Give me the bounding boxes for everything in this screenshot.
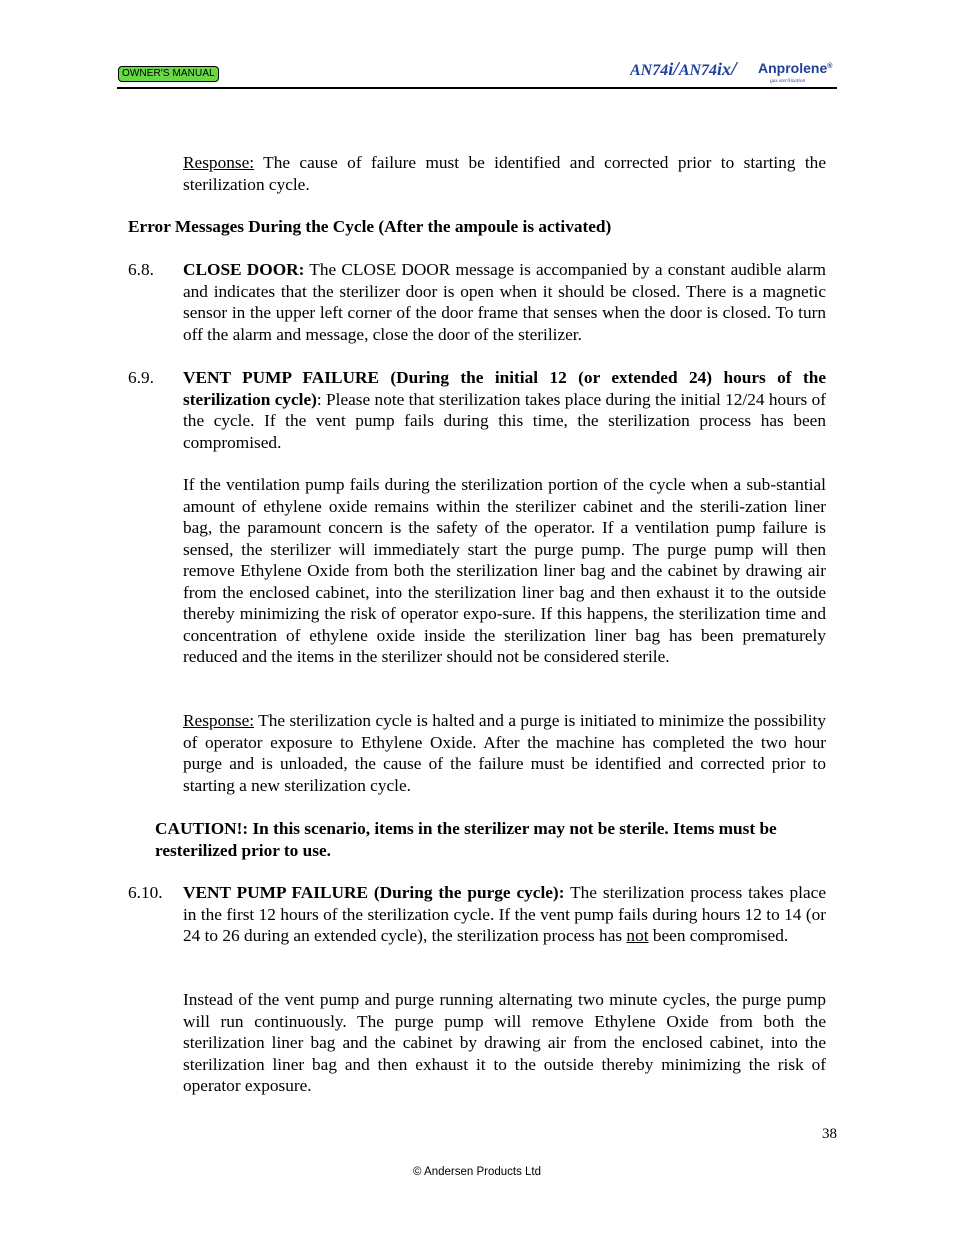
owners-manual-badge: OWNER'S MANUAL: [118, 66, 219, 82]
item-6-10-title: VENT PUMP FAILURE (During the purge cycle):: [183, 883, 565, 902]
item-6-10-paragraph: [183, 882, 826, 947]
item-6-9-response-paragraph: [183, 710, 826, 796]
response-text: The sterilization cycle is halted and a purge is initiated to minimize the possibility of operator exposure to Ethylene Oxide. After the machine has completed the two hour purge and is unloaded, the cause of the failure must be identified and corrected prior to starting a new sterilization cycle.: [183, 711, 826, 795]
item-6-10-text: The sterilization process takes place in the first 12 hours of the sterilization cycle. If the vent pump fails during hours 12 to 14 (or 24 to 26 during an extended cycle), the sterilization process has: [183, 883, 826, 945]
product-logo: [630, 56, 835, 86]
item-number-6-8: 6.8.: [128, 260, 154, 279]
section-heading: Error Messages During the Cycle (After the ampoule is activated): [128, 217, 612, 236]
response-text: The cause of failure must be identified and corrected prior to starting the sterilization cycle.: [183, 153, 826, 194]
item-6-9-detail-paragraph: If the ventilation pump fails during the sterilization portion of the cycle when a sub-stantial amount of ethylene oxide remains within the sterilizer cabinet and the sterili-zation liner bag, the paramount concern is the safety of the operator. If a ventilation pump failure is sensed, the sterilizer will immediately start the purge pump. The purge pump will then remove Ethylene Oxide from both the sterilization liner bag and the cabinet by drawing air from the enclosed cabinet, into the sterilization liner bag and then exhaust it to the outside thereby minimizing the risk of operator expo-sure. If this happens, the sterilization time and concentration of ethylene oxide inside the sterilization liner bag has been prematurely reduced and the items in the sterilizer should not be considered sterile.: [183, 475, 826, 666]
item-number-6-10: 6.10.: [128, 883, 163, 902]
response-paragraph-1: [183, 152, 826, 195]
response-label: Response:: [183, 711, 255, 730]
svg-text:AN74i/AN74ix/: AN74i/AN74ix/: [630, 58, 737, 80]
response-label: Response:: [183, 153, 255, 172]
page-number: 38: [822, 1126, 837, 1142]
item-number-6-9: 6.9.: [128, 368, 154, 387]
caution-note: CAUTION!: In this scenario, items in the sterilizer may not be sterile. Items must be resterilized prior to use.: [155, 819, 777, 860]
item-6-10-text-end: been compromised.: [648, 926, 789, 945]
item-6-9-title: VENT PUMP FAILURE (During the initial 12 (or extended 24) hours of the sterilization cycle): [183, 368, 826, 409]
item-6-10-detail-paragraph: Instead of the vent pump and purge running alternating two minute cycles, the purge pump will run continuously. The purge pump will remove Ethylene Oxide from both the sterilization liner bag and the cabinet by drawing air from the enclosed cabinet, into the sterilization liner bag and then exhaust it to the outside thereby minimizing the risk of operator exposure.: [183, 990, 826, 1095]
item-6-9-text: : Please note that sterilization takes place during the initial 12/24 hours of the cycle. If the vent pump fails during this time, the sterilization process has been compromised.: [183, 389, 826, 452]
header-rule: [117, 87, 837, 89]
copyright-footer: © Andersen Products Ltd: [412, 1166, 542, 1178]
item-6-9-paragraph: [183, 367, 826, 453]
item-6-8-paragraph: [183, 259, 826, 345]
svg-text:gas sterilization: gas sterilization: [770, 78, 806, 84]
item-6-8-title: CLOSE DOOR:: [183, 260, 305, 279]
emphasis-not: not: [626, 926, 649, 945]
item-6-8-text: The CLOSE DOOR message is accompanied by a constant audible alarm and indicates that the sterilizer door is open when it should be closed. There is a magnetic sensor in the upper left corner of the door frame that senses when the door is closed. To turn off the alarm and message, close the door of the sterilizer.: [183, 260, 826, 344]
svg-text:Anprolene®: Anprolene®: [758, 60, 833, 76]
